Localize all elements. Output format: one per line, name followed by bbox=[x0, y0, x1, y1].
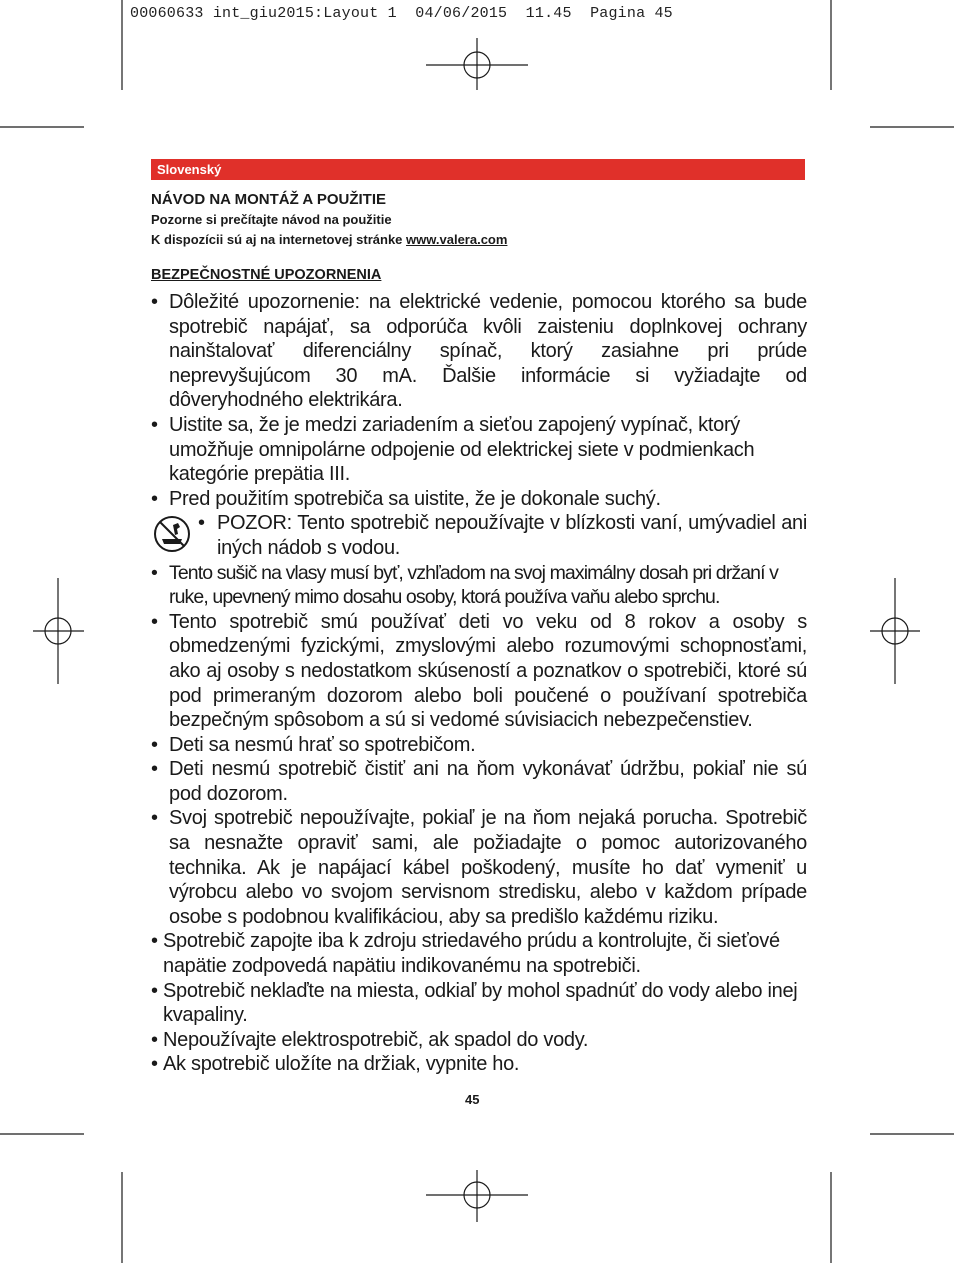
item-text: Dôležité upozornenie: na elektrické vedenie, pomocou ktorého sa bude spotrebič napájať, sa odporúča kvôli zaisteniu doplnkovej ochrany nainštalovať diferenciálny spínač, ktorý zasiahne pri prúde neprevyšujúcom 30 mA. Ďalšie informácie si vyžiadajte od dôveryhodného elektrikára. bbox=[169, 291, 807, 412]
list-item bbox=[151, 413, 807, 487]
item-text: Svoj spotrebič nepoužívajte, pokiaľ je na ňom nejaká porucha. Spotrebič sa nesnažte opraviť sami, ale požiadajte o pomoc autorizovaného technika. Ak je napájací kábel poškodený, musíte ho dať vymeniť u výrobcu alebo vo svojom servisnom stredisku, alebo v každom prípade osobe s podobnou kvalifikáciou, aby sa predišlo každému riziku. bbox=[169, 807, 807, 928]
item-text: POZOR: Tento spotrebič nepoužívajte v blízkosti vaní, umývadiel ani iných nádob s vodou. bbox=[217, 512, 807, 559]
bullet: • bbox=[151, 930, 158, 953]
item-text: Deti nesmú spotrebič čistiť ani na ňom vykonávať údržbu, pokiaľ nie sú pod dozorom. bbox=[169, 758, 807, 805]
bullet: • bbox=[151, 758, 158, 781]
page-number: 45 bbox=[465, 1092, 480, 1107]
item-text: Spotrebič zapojte iba k zdroju striedavého prúdu a kontrolujte, či sieťové napätie zodpovedá napätiu indikovanému na spotrebiči. bbox=[163, 930, 780, 978]
no-bath-warning-icon bbox=[153, 515, 191, 553]
list-item-warning bbox=[151, 511, 807, 560]
list-item bbox=[151, 929, 807, 978]
list-item bbox=[151, 487, 807, 512]
section-title: BEZPEČNOSTNÉ UPOZORNENIA bbox=[151, 267, 382, 283]
list-item bbox=[151, 733, 807, 758]
bullet: • bbox=[151, 561, 157, 584]
list-item bbox=[151, 290, 807, 413]
bullet: • bbox=[151, 1053, 158, 1076]
bullet: • bbox=[151, 413, 158, 436]
bullet: • bbox=[198, 512, 205, 535]
item-text: Spotrebič neklaďte na miesta, odkiaľ by mohol spadnúť do vody alebo inej kvapaliny. bbox=[163, 979, 798, 1027]
bullet: • bbox=[151, 979, 158, 1002]
internet-note bbox=[151, 232, 507, 247]
manual-title: NÁVOD NA MONTÁŽ A POUŽITIE bbox=[151, 191, 386, 208]
list-item bbox=[151, 757, 807, 806]
language-bar: Slovenský bbox=[151, 159, 805, 180]
bullet: • bbox=[151, 610, 158, 633]
list-item bbox=[151, 561, 807, 610]
website-link[interactable]: www.valera.com bbox=[406, 232, 508, 247]
manual-subtitle: Pozorne si prečítajte návod na použitie bbox=[151, 212, 392, 227]
bullet: • bbox=[151, 807, 158, 830]
bullet: • bbox=[151, 487, 158, 510]
item-text: Uistite sa, že je medzi zariadením a sieťou zapojený vypínač, ktorý umožňuje omnipolárne odpojenie od elektrickej siete v podmienkach kategórie prepätia III. bbox=[169, 413, 755, 486]
list-item bbox=[151, 1028, 807, 1053]
internet-note-text: K dispozícii sú aj na internetovej stránke bbox=[151, 232, 407, 247]
bullet: • bbox=[151, 291, 158, 313]
bullet: • bbox=[151, 733, 158, 756]
list-item bbox=[151, 806, 807, 929]
item-text: Ak spotrebič uložíte na držiak, vypnite ho. bbox=[163, 1053, 520, 1076]
item-text: Pred použitím spotrebiča sa uistite, že je dokonale suchý. bbox=[169, 487, 661, 510]
item-text: Nepoužívajte elektrospotrebič, ak spadol do vody. bbox=[163, 1028, 589, 1051]
list-item bbox=[151, 979, 807, 1028]
list-item bbox=[151, 610, 807, 733]
item-text: Tento sušič na vlasy musí byť, vzhľadom na svoj maximálny dosah pri držaní v ruke, upevnený mimo dosahu osoby, ktorá používa vaňu alebo sprchu. bbox=[169, 561, 778, 609]
item-text: Tento spotrebič smú používať deti vo veku od 8 rokov a osoby s obmedzenými fyzickými, zmyslovými alebo rozumovými schopnosťami, ako aj osoby s nedostatkom skúseností a poznatkov o spotrebiči, ktoré sú pod primeraným dozorom alebo boli poučené o používaní spotrebiča bezpečným spôsobom a sú si vedomé súvisiacich nebezpečenstiev. bbox=[169, 610, 807, 732]
bullet: • bbox=[151, 1028, 158, 1051]
list-item bbox=[151, 1052, 807, 1077]
item-text: Deti sa nesmú hrať so spotrebičom. bbox=[169, 733, 476, 756]
print-slug: 00060633 int_giu2015:Layout 1 04/06/2015 11.45 Pagina 45 bbox=[130, 5, 673, 22]
safety-list bbox=[151, 290, 807, 1077]
